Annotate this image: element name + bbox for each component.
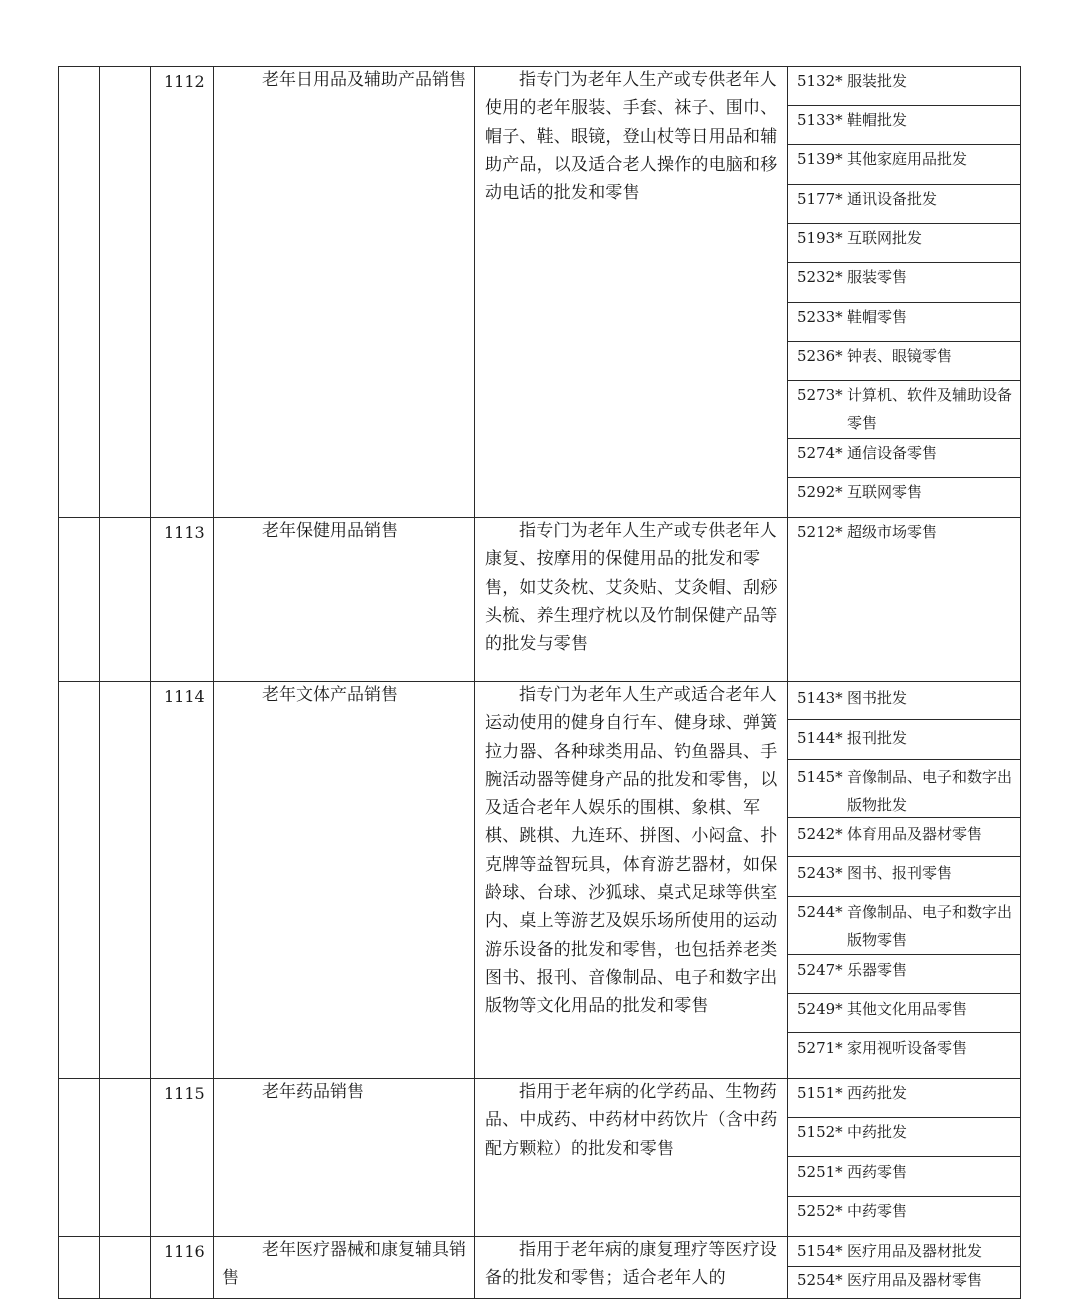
classification-item	[797, 145, 1017, 173]
classification-code: 5273*	[797, 386, 843, 404]
classification-code: 5274*	[797, 444, 843, 462]
classification-name: 西药批发	[847, 1084, 908, 1102]
classification-item	[797, 763, 1017, 819]
classification-code: 5143*	[797, 689, 843, 707]
classification-name: 其他文化用品零售	[847, 1000, 968, 1018]
category-description: 指用于老年病的化学药品、生物药品、中成药、中药材中药饮片（含中药配方颗粒）的批发和零售	[485, 1082, 778, 1159]
classification-code: 5252*	[797, 1202, 843, 1220]
classification-name: 中药批发	[847, 1123, 908, 1141]
classification-item	[797, 859, 1017, 887]
classification-item	[797, 342, 1017, 370]
classification-item	[797, 684, 1017, 712]
sub-cell-separator	[787, 896, 1021, 897]
classification-item	[797, 1197, 1017, 1225]
sub-cell-separator	[787, 993, 1021, 994]
classification-code: 5132*	[797, 72, 843, 90]
classification-item	[797, 381, 1017, 437]
classification-name: 其他家庭用品批发	[847, 150, 968, 168]
classification-item	[797, 185, 1017, 213]
classification-name: 西药零售	[847, 1163, 908, 1181]
category-code: 1115	[164, 1084, 205, 1103]
classification-name: 音像制品、电子和数字出版物批发	[847, 768, 1013, 814]
category-description: 指专门为老年人生产或适合老年人运动使用的健身自行车、健身球、弹簧拉力器、各种球类用品、钓鱼器具、手腕活动器等健身产品的批发和零售，以及适合老年人娱乐的围棋、象棋、军棋、跳棋、九连环、拼图、小闷盒、扑克牌等益智玩具，体育游艺器材，如保龄球、台球、沙狐球、桌式足球等供室内、桌上等游艺及娱乐场所使用的运动游乐设备的批发和零售，也包括养老类图书、报刊、音像制品、电子和数字出版物等文化用品的批发和零售	[485, 685, 778, 1017]
classification-name: 计算机、软件及辅助设备零售	[847, 386, 1013, 432]
classification-code: 5236*	[797, 347, 843, 365]
classification-name: 通信设备零售	[847, 444, 938, 462]
sub-cell-separator	[787, 856, 1021, 857]
category-code: 1113	[164, 523, 205, 542]
classification-code: 5251*	[797, 1163, 843, 1181]
classification-code: 5247*	[797, 961, 843, 979]
classification-code: 5292*	[797, 483, 843, 501]
classification-name: 互联网批发	[847, 229, 923, 247]
classification-name: 服装零售	[847, 268, 908, 286]
column-divider	[787, 66, 788, 1299]
classification-code: 5151*	[797, 1084, 843, 1102]
classification-code: 5233*	[797, 308, 843, 326]
category-name: 老年医疗器械和康复辅具销售	[222, 1240, 466, 1288]
column-divider	[213, 66, 214, 1299]
classification-name: 乐器零售	[847, 961, 908, 979]
classification-item	[797, 263, 1017, 291]
classification-code: 5193*	[797, 229, 843, 247]
category-name: 老年文体产品销售	[262, 685, 398, 705]
classification-item	[797, 303, 1017, 331]
classification-code: 5152*	[797, 1123, 843, 1141]
classification-code: 5144*	[797, 729, 843, 747]
classification-item	[797, 106, 1017, 134]
classification-name: 服装批发	[847, 72, 908, 90]
table-border-left	[58, 66, 59, 1299]
classification-code: 5177*	[797, 190, 843, 208]
classification-code: 5242*	[797, 825, 843, 843]
classification-code: 5249*	[797, 1000, 843, 1018]
column-divider	[150, 66, 151, 1299]
category-description: 指专门为老年人生产或专供老年人康复、按摩用的保健用品的批发和零售，如艾灸枕、艾灸贴、艾灸帽、刮痧头梳、养生理疗枕以及竹制保健产品等的批发与零售	[485, 521, 778, 655]
classification-name: 超级市场零售	[847, 523, 938, 541]
classification-item	[797, 1079, 1017, 1107]
classification-name: 医疗用品及器材批发	[847, 1242, 983, 1260]
classification-item	[797, 478, 1017, 506]
category-name: 老年保健用品销售	[262, 521, 398, 541]
classification-name: 中药零售	[847, 1202, 908, 1220]
classification-code: 5271*	[797, 1039, 843, 1057]
classification-item	[797, 1118, 1017, 1146]
classification-name: 鞋帽批发	[847, 111, 908, 129]
classification-item	[797, 956, 1017, 984]
classification-name: 钟表、眼镜零售	[847, 347, 953, 365]
classification-item	[797, 439, 1017, 467]
column-divider	[474, 66, 475, 1299]
classification-item	[797, 995, 1017, 1023]
classification-code: 5133*	[797, 111, 843, 129]
sub-cell-separator	[787, 719, 1021, 720]
category-name: 老年日用品及辅助产品销售	[262, 70, 466, 90]
classification-item	[797, 820, 1017, 848]
classification-code: 5154*	[797, 1242, 843, 1260]
classification-code: 5212*	[797, 523, 843, 541]
sub-cell-separator	[787, 1156, 1021, 1157]
category-name: 老年药品销售	[262, 1082, 364, 1102]
classification-name: 家用视听设备零售	[847, 1039, 968, 1057]
classification-item	[797, 67, 1017, 95]
classification-code: 5243*	[797, 864, 843, 882]
classification-item	[797, 224, 1017, 252]
classification-code: 5254*	[797, 1271, 843, 1289]
classification-code: 5145*	[797, 768, 843, 786]
classification-name: 报刊批发	[847, 729, 908, 747]
table-border-bottom	[58, 1298, 1021, 1299]
table-border-right	[1020, 66, 1021, 1299]
category-description: 指专门为老年人生产或专供老年人使用的老年服装、手套、袜子、围巾、帽子、鞋、眼镜，登山杖等日用品和辅助产品，以及适合老人操作的电脑和移动电话的批发和零售	[485, 70, 778, 204]
classification-code: 5244*	[797, 903, 843, 921]
classification-item	[797, 518, 1017, 546]
classification-name: 鞋帽零售	[847, 308, 908, 326]
sub-cell-separator	[787, 1032, 1021, 1033]
classification-name: 体育用品及器材零售	[847, 825, 983, 843]
classification-item	[797, 1158, 1017, 1186]
classification-item	[797, 1266, 1017, 1294]
classification-name: 音像制品、电子和数字出版物零售	[847, 903, 1013, 949]
category-code: 1112	[164, 72, 205, 91]
classification-name: 图书批发	[847, 689, 908, 707]
column-divider	[99, 66, 100, 1299]
classification-name: 通讯设备批发	[847, 190, 938, 208]
sub-cell-separator	[787, 759, 1021, 760]
classification-name: 医疗用品及器材零售	[847, 1271, 983, 1289]
classification-item	[797, 1237, 1017, 1265]
classification-name: 图书、报刊零售	[847, 864, 953, 882]
classification-item	[797, 898, 1017, 954]
category-code: 1114	[164, 687, 205, 706]
classification-item	[797, 724, 1017, 752]
classification-item	[797, 1034, 1017, 1062]
sub-cell-separator	[787, 954, 1021, 955]
category-description: 指用于老年病的康复理疗等医疗设备的批发和零售；适合老年人的	[485, 1240, 777, 1289]
classification-code: 5232*	[797, 268, 843, 286]
classification-name: 互联网零售	[847, 483, 923, 501]
classification-code: 5139*	[797, 150, 843, 168]
category-code: 1116	[164, 1242, 205, 1261]
